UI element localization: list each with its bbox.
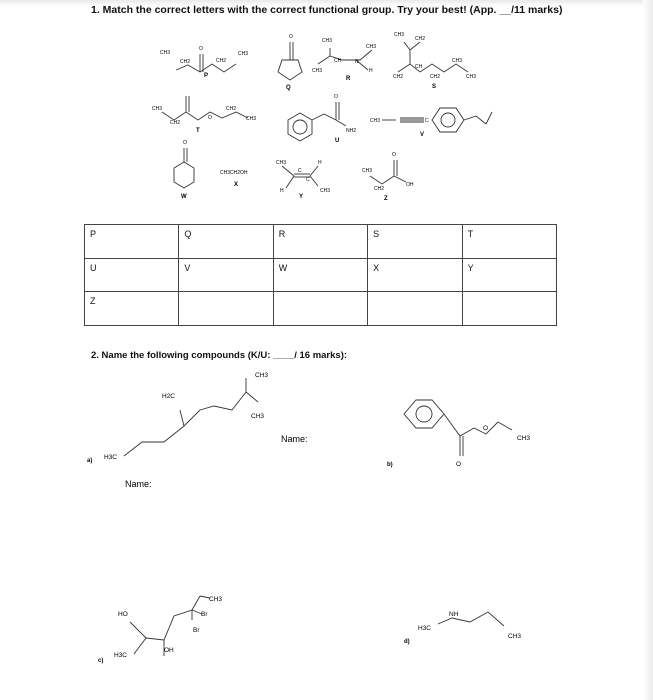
svg-text:H: H: [369, 68, 373, 74]
svg-text:CH2: CH2: [393, 74, 404, 80]
svg-text:CH3: CH3: [312, 68, 323, 74]
table-cell[interactable]: W: [273, 258, 367, 292]
svg-text:Br: Br: [201, 611, 208, 618]
svg-text:CH3: CH3: [246, 116, 257, 122]
svg-text:O: O: [483, 425, 489, 432]
table-cell[interactable]: Z: [85, 292, 179, 326]
table-cell[interactable]: U: [85, 258, 179, 292]
svg-text:P: P: [204, 73, 209, 79]
svg-text:CH3: CH3: [370, 118, 381, 124]
answer-table: [84, 224, 557, 326]
table-cell[interactable]: [179, 292, 273, 326]
svg-text:Name:: Name:: [281, 434, 308, 444]
svg-text:S: S: [432, 84, 437, 90]
table-row: [85, 258, 557, 292]
svg-text:Name:: Name:: [125, 479, 152, 489]
structure-x: [220, 170, 248, 188]
svg-text:CH3: CH3: [366, 44, 377, 50]
table-cell[interactable]: [368, 292, 462, 326]
svg-text:CH3: CH3: [255, 372, 269, 379]
q1-structures: [0, 20, 653, 235]
svg-text:NH2: NH2: [346, 128, 357, 134]
table-cell[interactable]: Q: [179, 225, 273, 259]
table-cell[interactable]: S: [368, 225, 462, 259]
svg-text:H3C: H3C: [104, 454, 118, 461]
svg-text:W: W: [181, 194, 187, 200]
structure-w: [174, 140, 194, 200]
svg-text:NH: NH: [449, 611, 459, 618]
svg-text:H2C: H2C: [162, 393, 176, 400]
svg-text:CH3: CH3: [251, 413, 265, 420]
table-cell[interactable]: R: [273, 225, 367, 259]
structure-t: [152, 96, 256, 134]
svg-text:U: U: [335, 138, 340, 144]
svg-text:CH3: CH3: [320, 188, 331, 194]
svg-text:V: V: [420, 132, 425, 138]
svg-text:CH3: CH3: [276, 160, 287, 166]
structure-y: [276, 160, 330, 200]
svg-text:N: N: [355, 59, 359, 65]
svg-text:O: O: [334, 94, 338, 100]
svg-text:CH3: CH3: [152, 106, 163, 112]
svg-text:H3C: H3C: [418, 625, 432, 632]
svg-text:CH2: CH2: [430, 74, 441, 80]
svg-text:Y: Y: [299, 194, 304, 200]
svg-text:CH3: CH3: [517, 435, 531, 442]
question-1-title: 1. Match the correct letters with the correct functional group. Try your best! (App. __/11 marks): [91, 4, 563, 16]
svg-text:CH2: CH2: [226, 106, 237, 112]
svg-text:X: X: [234, 182, 239, 188]
svg-text:C: C: [298, 168, 302, 174]
svg-text:CH2: CH2: [216, 58, 227, 64]
svg-text:T: T: [196, 128, 200, 134]
structure-r: [312, 38, 376, 82]
svg-text:c): c): [98, 658, 104, 664]
svg-text:CH2: CH2: [415, 36, 426, 42]
svg-text:CH3CH2OH: CH3CH2OH: [220, 170, 248, 176]
compound-c: [98, 596, 222, 664]
structure-z: [362, 152, 414, 202]
svg-text:CH2: CH2: [374, 186, 385, 192]
table-cell[interactable]: Y: [462, 258, 556, 292]
svg-text:O: O: [199, 46, 203, 52]
svg-text:CH3: CH3: [508, 633, 522, 640]
question-2-title: 2. Name the following compounds (K/U: ____/ 16 marks):: [91, 350, 348, 361]
svg-text:CH2: CH2: [180, 59, 191, 65]
svg-text:CH3: CH3: [452, 58, 463, 64]
svg-text:Br: Br: [193, 627, 200, 634]
table-cell[interactable]: T: [462, 225, 556, 259]
compound-b: [387, 400, 530, 468]
svg-text:O: O: [392, 152, 396, 158]
structure-u: [288, 94, 356, 144]
compound-a: [87, 372, 308, 489]
svg-text:Q: Q: [286, 85, 291, 91]
svg-text:O: O: [289, 34, 293, 40]
svg-text:Z: Z: [384, 196, 388, 202]
table-row: [85, 292, 557, 326]
structure-v: [370, 108, 492, 138]
svg-text:C: C: [425, 118, 429, 124]
svg-text:HO: HO: [118, 611, 128, 618]
svg-text:b): b): [387, 462, 393, 468]
svg-text:CH3: CH3: [466, 74, 477, 80]
structure-p: [160, 46, 248, 79]
table-cell[interactable]: [462, 292, 556, 326]
table-cell[interactable]: V: [179, 258, 273, 292]
table-cell[interactable]: [273, 292, 367, 326]
svg-text:CH: CH: [334, 58, 342, 64]
svg-text:H: H: [318, 160, 322, 166]
svg-text:CH: CH: [415, 64, 423, 70]
structure-q: [278, 34, 302, 91]
svg-text:H: H: [280, 188, 284, 194]
svg-text:a): a): [87, 458, 93, 464]
table-cell[interactable]: P: [85, 225, 179, 259]
svg-text:C: C: [306, 177, 310, 183]
compound-d: [404, 611, 521, 645]
svg-text:O: O: [183, 140, 187, 146]
svg-text:O: O: [208, 115, 212, 121]
q2-structures: [0, 360, 653, 690]
table-row: [85, 225, 557, 259]
svg-text:CH3: CH3: [209, 596, 223, 603]
svg-text:CH3: CH3: [238, 51, 249, 57]
structure-s: [393, 32, 476, 90]
svg-text:CH3: CH3: [394, 32, 405, 38]
svg-text:H3C: H3C: [114, 652, 128, 659]
svg-text:d): d): [404, 639, 410, 645]
svg-text:OH: OH: [164, 647, 174, 654]
svg-text:OH: OH: [406, 182, 414, 188]
svg-text:O: O: [456, 461, 462, 468]
svg-text:R: R: [346, 76, 351, 82]
svg-text:CH3: CH3: [362, 168, 373, 174]
svg-text:CH3: CH3: [160, 50, 171, 56]
svg-text:CH2: CH2: [170, 120, 181, 126]
svg-text:CH3: CH3: [322, 38, 333, 44]
table-cell[interactable]: X: [368, 258, 462, 292]
